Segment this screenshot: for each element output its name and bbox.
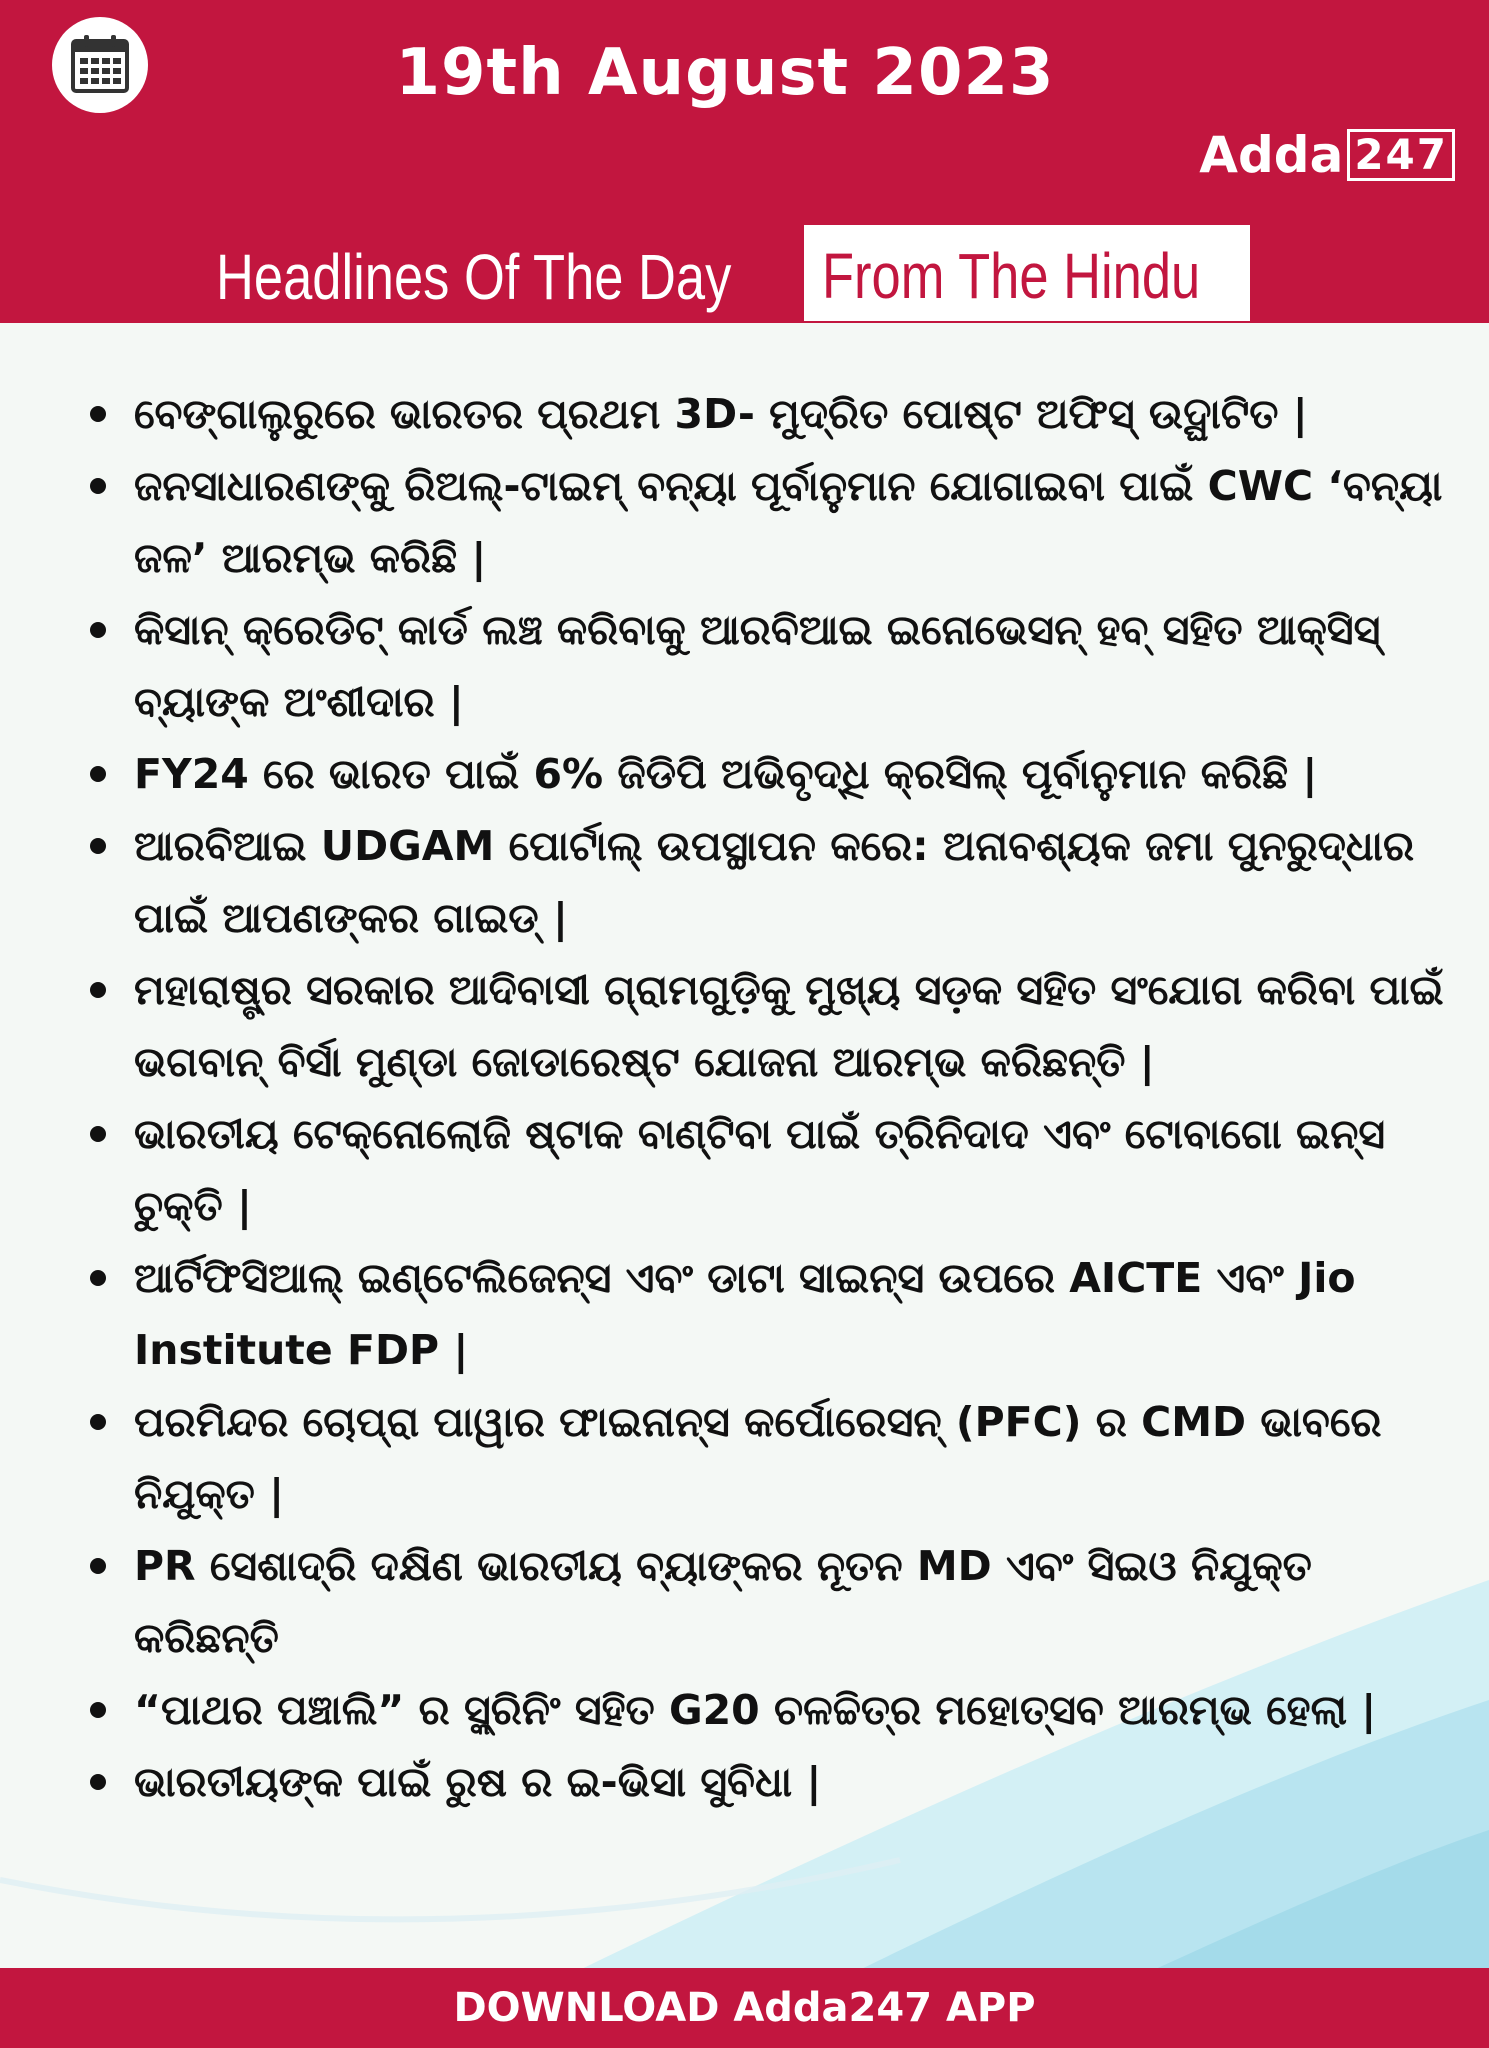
source-label: From The Hindu [822, 240, 1201, 312]
headline-text: FY24 ରେ ଭାରତ ପାଇଁ 6% ଜିଡିପି ଅଭିବୃଦ୍ଧି କ୍ରସିଲ୍ ପୂର୍ବାନୁମାନ କରିଛି | [134, 750, 1318, 798]
bullet-icon [90, 478, 106, 494]
brand-logo [1199, 126, 1455, 184]
bullet-icon [90, 406, 106, 422]
brand-name: Adda [1199, 126, 1344, 184]
list-item [84, 1242, 1464, 1386]
bullet-icon [90, 1702, 106, 1718]
section-label: Headlines Of The Day [216, 241, 732, 313]
headline-text: କିସାନ୍ କ୍ରେଡିଟ୍ କାର୍ଡ ଲଞ୍ଚ କରିବାକୁ ଆରବିଆଇ ଇନୋଭେସନ୍ ହବ୍ ସହିତ ଆକ୍ସିସ୍ ବ୍ୟାଙ୍କ ଅଂଶୀଦାର | [134, 606, 1381, 726]
list-item [84, 1386, 1464, 1530]
bullet-icon [90, 622, 106, 638]
list-item [84, 1530, 1464, 1674]
bullet-icon [90, 982, 106, 998]
source-badge [804, 225, 1250, 321]
list-item [84, 1098, 1464, 1242]
list-item [84, 954, 1464, 1098]
headline-text: ଭାରତୀୟଙ୍କ ପାଇଁ ରୁଷ ର ଇ-ଭିସା ସୁବିଧା | [134, 1758, 822, 1806]
brand-number: 247 [1347, 129, 1455, 181]
list-item [84, 378, 1464, 450]
list-item [84, 1674, 1464, 1746]
bullet-icon [90, 1414, 106, 1430]
download-app-banner[interactable]: DOWNLOAD Adda247 APP [0, 1968, 1489, 2048]
bullet-icon [90, 766, 106, 782]
headline-list [84, 378, 1464, 1818]
header-banner [0, 0, 1489, 323]
bullet-icon [90, 1558, 106, 1574]
headline-text: ଆରବିଆଇ UDGAM ପୋର୍ଟାଲ୍ ଉପସ୍ଥାପନ କରେ: ଅନାବଶ୍ୟକ ଜମା ପୁନରୁଦ୍ଧାର ପାଇଁ ଆପଣଙ୍କର ଗାଇଡ୍ | [134, 822, 1415, 942]
headline-text: PR ସେଶାଦ୍ରି ଦକ୍ଷିଣ ଭାରତୀୟ ବ୍ୟାଙ୍କର ନୂତନ MD ଏବଂ ସିଇଓ ନିଯୁକ୍ତ କରିଛନ୍ତି [134, 1542, 1312, 1662]
headline-text: ଜନସାଧାରଣଙ୍କୁ ରିଅଲ୍-ଟାଇମ୍ ବନ୍ୟା ପୂର୍ବାନୁମାନ ଯୋଗାଇବା ପାଇଁ CWC ‘ବନ୍ୟା ଜଳ’ ଆରମ୍ଭ କରିଛି | [134, 462, 1443, 582]
headline-text: ଆର୍ଟିଫିସିଆଲ୍ ଇଣ୍ଟେଲିଜେନ୍ସ ଏବଂ ଡାଟା ସାଇନ୍ସ ଉପରେ AICTE ଏବଂ Jio Institute FDP | [134, 1254, 1356, 1374]
bullet-icon [90, 1774, 106, 1790]
list-item [84, 738, 1464, 810]
list-item [84, 810, 1464, 954]
headline-text: ଭାରତୀୟ ଟେକ୍ନୋଲୋଜି ଷ୍ଟାକ ବାଣ୍ଟିବା ପାଇଁ ତ୍ରିନିଦାଦ ଏବଂ ଟୋବାଗୋ ଇନ୍ସ ଚୁକ୍ତି | [134, 1110, 1386, 1230]
headline-text: “ପାଥର ପଞ୍ଚାଲି” ର ସ୍କ୍ରିନିଂ ସହିତ G20 ଚଳଚ୍ଚିତ୍ର ମହୋତ୍ସବ ଆରମ୍ଭ ହେଲା | [134, 1686, 1377, 1734]
list-item [84, 1746, 1464, 1818]
headline-text: ପରମିନ୍ଦର ଚୋପ୍ରା ପାୱାର ଫାଇନାନ୍ସ କର୍ପୋରେସନ୍ (PFC) ର CMD ଭାବରେ ନିଯୁକ୍ତ | [134, 1398, 1382, 1518]
list-item [84, 450, 1464, 594]
bullet-icon [90, 1126, 106, 1142]
bullet-icon [90, 1270, 106, 1286]
bullet-icon [90, 838, 106, 854]
headline-text: ମହାରାଷ୍ଟ୍ର ସରକାର ଆଦିବାସୀ ଗ୍ରାମଗୁଡ଼ିକୁ ମୁଖ୍ୟ ସଡ଼କ ସହିତ ସଂଯୋଗ କରିବା ପାଇଁ ଭଗବାନ୍ ବିର୍ସା ମୁଣ୍ଡା ଜୋଡାରେଷ୍ଟ ଯୋଜନା ଆରମ୍ଭ କରିଛନ୍ତି | [134, 966, 1444, 1086]
headline-text: ବେଙ୍ଗାଲୁରୁରେ ଭାରତର ପ୍ରଥମ 3D- ମୁଦ୍ରିତ ପୋଷ୍ଟ ଅଫିସ୍ ଉଦ୍ଘାଟିତ | [134, 390, 1308, 438]
list-item [84, 594, 1464, 738]
page-title: 19th August 2023 [395, 36, 1055, 110]
